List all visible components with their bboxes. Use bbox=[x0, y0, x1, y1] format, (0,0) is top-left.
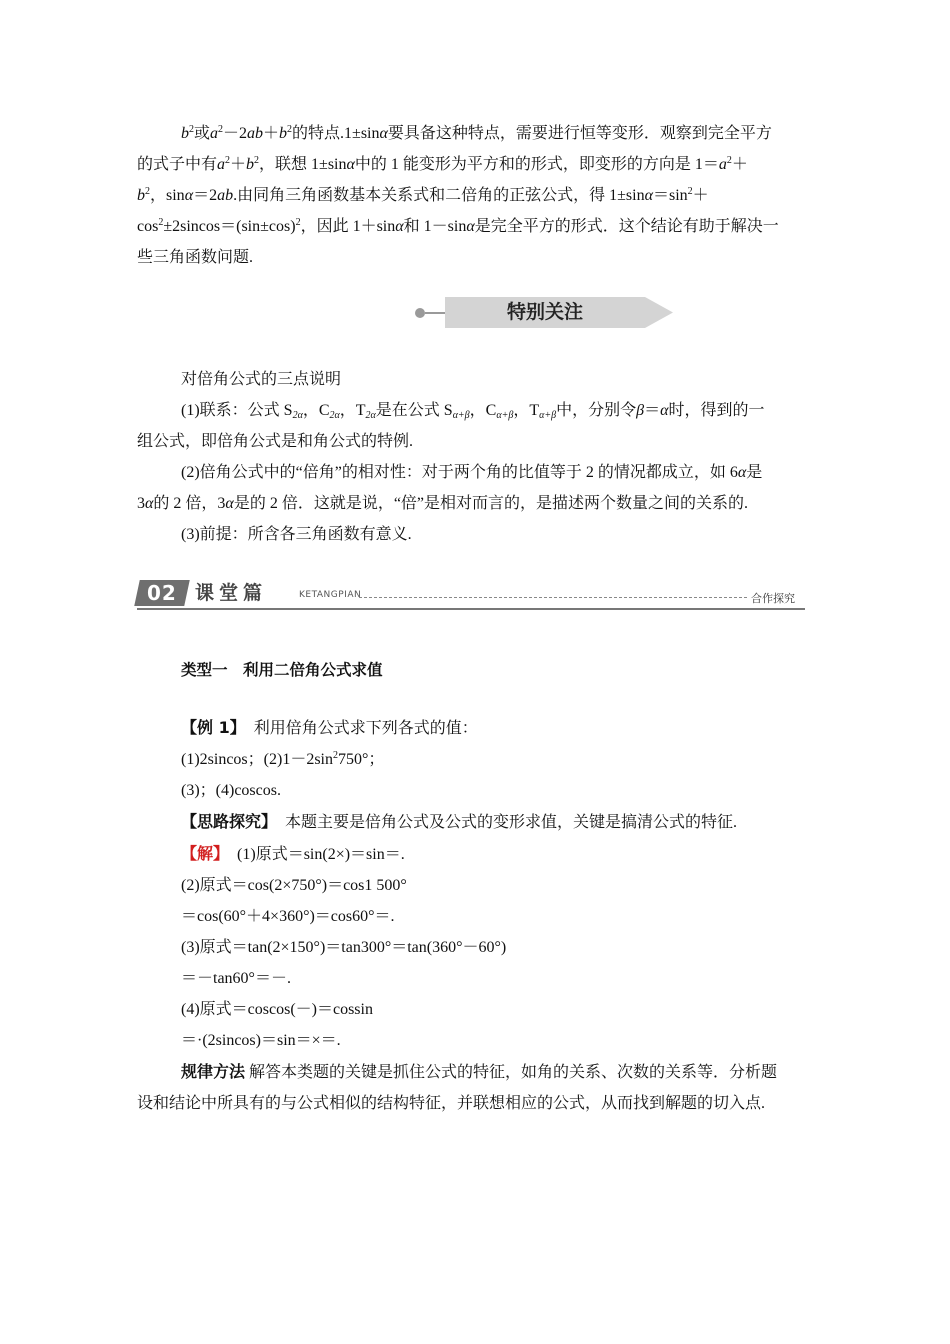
intro-line bbox=[137, 211, 813, 242]
text: α+β bbox=[539, 410, 557, 421]
text: 的特点.1±sin bbox=[292, 125, 380, 142]
text: b bbox=[137, 187, 145, 204]
solution-line: (2)原式＝cos(2×750°)＝cos1 500° bbox=[181, 877, 407, 894]
text: α+β bbox=[452, 410, 470, 421]
text: α bbox=[395, 218, 404, 235]
text: 的 2 倍，3 bbox=[153, 495, 226, 512]
text: 2 bbox=[254, 155, 260, 166]
question-line bbox=[137, 744, 813, 775]
banner-title: 特别关注 bbox=[506, 301, 583, 323]
solution-tag: 【解】 bbox=[181, 844, 222, 863]
text: ，sin bbox=[150, 187, 185, 204]
text: 是完全平方的形式．这个结论有助于解决一 bbox=[474, 218, 779, 235]
text: (1)原式＝sin(2×)＝sin＝. bbox=[237, 846, 405, 863]
text: 2 bbox=[145, 186, 150, 197]
text: ＋ bbox=[692, 187, 709, 204]
text: ，联想 1±sin bbox=[259, 156, 347, 173]
section-title: 课堂篇 bbox=[195, 582, 268, 604]
text: 2α bbox=[292, 410, 303, 421]
text: 要具备这种特点，需要进行恒等变形．观察到完全平方 bbox=[387, 125, 772, 142]
intro-line bbox=[137, 149, 813, 180]
text: ＝sin bbox=[652, 187, 688, 204]
example-prompt bbox=[137, 712, 813, 744]
note-item-cont: 组公式，即倍角公式是和角公式的特例. bbox=[137, 433, 414, 450]
intro-line bbox=[137, 118, 813, 149]
text: (1)2sincos；(2)1－2sin bbox=[181, 751, 333, 768]
section-subtitle: KETANGPIAN bbox=[299, 590, 362, 600]
text: a bbox=[210, 125, 219, 142]
text: ab bbox=[217, 187, 234, 204]
solution-line: (4)原式＝coscos(－)＝cossin bbox=[181, 1001, 373, 1018]
note-item bbox=[137, 457, 813, 488]
text: 2 bbox=[333, 750, 338, 761]
text: 利用倍角公式求下列各式的值： bbox=[253, 720, 478, 737]
text: 的式子中有 bbox=[137, 156, 218, 173]
text: 2 bbox=[158, 217, 164, 228]
text: α bbox=[644, 187, 653, 204]
text: 些三角函数问题. bbox=[137, 249, 254, 266]
text: 750°； bbox=[338, 751, 385, 768]
text: b bbox=[181, 125, 189, 142]
text: 是 bbox=[746, 464, 763, 481]
text: ±2sincos＝(sin±cos) bbox=[163, 218, 296, 235]
text: ，C bbox=[469, 402, 497, 419]
text: 02 bbox=[147, 581, 177, 605]
text: ＋ bbox=[731, 156, 748, 173]
text: ，T bbox=[513, 402, 540, 419]
text: 2α bbox=[329, 410, 340, 421]
method-line bbox=[137, 1056, 813, 1088]
thinking-tag: 【思路探究】 bbox=[181, 812, 270, 831]
text: 3 bbox=[137, 495, 145, 512]
banner-ribbon bbox=[445, 297, 673, 328]
text: 2 bbox=[687, 186, 693, 197]
text: β bbox=[636, 402, 645, 419]
text: 是在公式 S bbox=[375, 402, 453, 419]
text: 本题主要是倍角公式及公式的变形求值，关键是搞清公式的特征. bbox=[285, 814, 738, 831]
text: α bbox=[466, 218, 475, 235]
note-item: (3)前提：所含各三角函数有意义. bbox=[181, 526, 412, 543]
text: cos bbox=[137, 218, 159, 235]
dashed-divider bbox=[359, 597, 747, 598]
text: －2 bbox=[223, 125, 248, 142]
text: a bbox=[217, 156, 226, 173]
example-block bbox=[137, 712, 813, 1119]
text: 中的 1 能变形为平方和的形式，即变形的方向是 1＝ bbox=[354, 156, 719, 173]
text: α bbox=[225, 495, 234, 512]
section-tag: 合作探究 bbox=[751, 592, 795, 605]
text: a bbox=[718, 156, 727, 173]
solution-line: (3)原式＝tan(2×150°)＝tan300°＝tan(360°－60°) bbox=[181, 939, 507, 956]
bullet-dot-icon bbox=[415, 308, 425, 318]
text: 或 bbox=[194, 125, 211, 142]
solution-line: ＝－tan60°＝－. bbox=[181, 970, 291, 987]
text: ＝2 bbox=[193, 187, 218, 204]
text: α bbox=[660, 402, 669, 419]
notes-section bbox=[137, 364, 813, 550]
example-tag: 【例 1】 bbox=[181, 718, 238, 737]
method-tag: 规律方法 bbox=[181, 1062, 246, 1081]
section-header bbox=[137, 576, 805, 610]
text: α bbox=[737, 464, 747, 481]
section-rule bbox=[137, 608, 805, 610]
method-line-cont: 设和结论中所具有的与公式相似的结构特征，并联想相应的公式，从而找到解题的切入点. bbox=[137, 1095, 766, 1112]
text: b bbox=[246, 156, 255, 173]
text: ，T bbox=[339, 402, 366, 419]
text: 2 bbox=[726, 155, 732, 166]
text: 中，分别令 bbox=[556, 402, 637, 419]
solution-line: ＝cos(60°＋4×360°)＝cos60°＝. bbox=[181, 908, 395, 925]
text: ＝ bbox=[644, 402, 661, 419]
text: 2 bbox=[189, 124, 194, 135]
text: α+β bbox=[496, 410, 514, 421]
note-item bbox=[137, 395, 813, 426]
text: α bbox=[346, 156, 355, 173]
intro-line bbox=[137, 242, 813, 273]
solution-line bbox=[137, 838, 813, 870]
special-attention-banner bbox=[415, 297, 673, 328]
section-number bbox=[134, 580, 190, 606]
text: ＋ bbox=[230, 156, 247, 173]
text: α bbox=[379, 125, 388, 142]
banner-connector bbox=[425, 312, 447, 314]
text: 是的 2 倍．这就是说，“倍”是相对而言的，是描述两个数量之间的关系的. bbox=[233, 495, 749, 512]
note-item-cont bbox=[137, 488, 813, 519]
text: 2 bbox=[225, 155, 231, 166]
type-heading: 类型一 利用二倍角公式求值 bbox=[181, 661, 383, 679]
question-line: (3)；(4)coscos. bbox=[181, 782, 281, 799]
solution-line: ＝·(2sincos)＝sin＝×＝. bbox=[181, 1032, 341, 1049]
text: 2 bbox=[218, 124, 224, 135]
text: (2)倍角公式中的“倍角”的相对性：对于两个角的比值等于 2 的情况都成立，如 6 bbox=[181, 464, 738, 481]
intro-paragraph bbox=[137, 118, 813, 273]
text: .由同角三角函数基本关系式和二倍角的正弦公式，得 1±sin bbox=[233, 187, 645, 204]
text: α bbox=[184, 187, 194, 204]
text: ＋ bbox=[263, 125, 280, 142]
text: (1)联系：公式 S bbox=[181, 402, 293, 419]
intro-line bbox=[137, 180, 813, 211]
text: 解答本类题的关键是抓住公式的特征，如角的关系、次数的关系等．分析题 bbox=[249, 1064, 778, 1081]
text: 2α bbox=[365, 410, 376, 421]
text: ，因此 1＋sin bbox=[300, 218, 396, 235]
text: 时，得到的一 bbox=[668, 402, 765, 419]
text: b bbox=[279, 125, 288, 142]
text: 2 bbox=[295, 217, 301, 228]
text: ab bbox=[247, 125, 264, 142]
text: 2 bbox=[287, 124, 293, 135]
text: α bbox=[145, 495, 154, 512]
text: ，C bbox=[302, 402, 330, 419]
text: 和 1－sin bbox=[403, 218, 467, 235]
notes-heading: 对倍角公式的三点说明 bbox=[181, 371, 342, 388]
thinking-line bbox=[137, 806, 813, 838]
